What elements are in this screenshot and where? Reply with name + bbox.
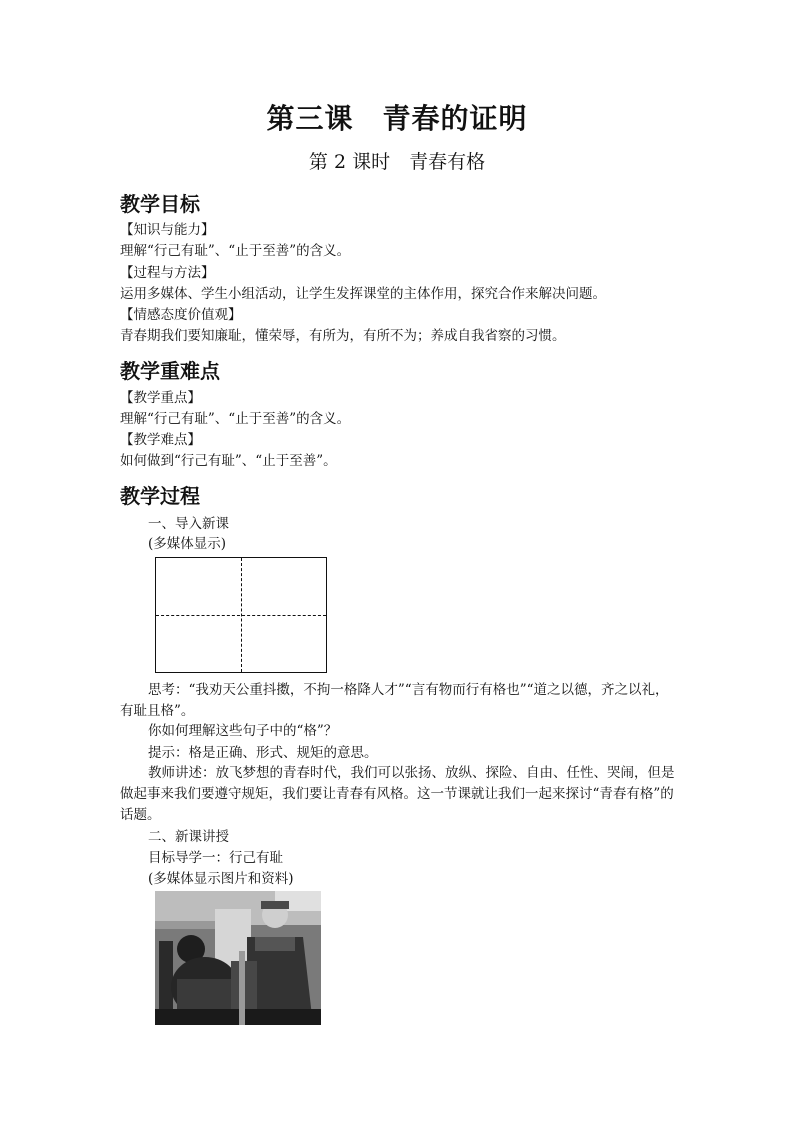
process-method-label: 【过程与方法】: [120, 265, 215, 281]
objectives-heading: 教学目标: [120, 192, 200, 216]
new-lesson-step: 二、新课讲授: [148, 829, 229, 845]
goal-one-line: 目标导学一：行己有耻: [148, 850, 283, 866]
bus-seat-photo-image: [155, 891, 321, 1025]
quadrant-placeholder-box: [155, 557, 327, 673]
emotion-text: 青春期我们要知廉耻，懂荣辱，有所为，有所不为；养成自我省察的习惯。: [120, 328, 566, 344]
multimedia-note-2: (多媒体显示图片和资料): [148, 871, 294, 887]
knowledge-label: 【知识与能力】: [120, 222, 215, 238]
question-line: 你如何理解这些句子中的“格”？: [148, 723, 338, 739]
difficulty-text: 如何做到“行己有耻”、“止于至善”。: [120, 453, 337, 469]
key-points-heading: 教学重难点: [120, 359, 220, 383]
knowledge-text: 理解“行己有耻”、“止于至善”的含义。: [120, 243, 351, 259]
hint-line: 提示：格是正确、形式、规矩的意思。: [148, 745, 378, 761]
focus-label: 【教学重点】: [120, 390, 201, 406]
horizontal-dashed-divider: [156, 615, 326, 616]
page-subtitle: 第 2 课时 青春有格: [308, 151, 486, 173]
multimedia-note-1: (多媒体显示): [148, 536, 227, 552]
emotion-label: 【情感态度价值观】: [120, 307, 242, 323]
difficulty-label: 【教学难点】: [120, 432, 201, 448]
bus-seat-photo: [155, 891, 321, 1025]
page-title: 第三课 青春的证明: [266, 102, 528, 135]
teacher-paragraph: 教师讲述：放飞梦想的青春时代，我们可以张扬、放纵、探险、自由、任性、哭闹，但是做起事来我们要遵守规矩，我们要让青春有风格。这一节课就让我们一起来探讨“青春有格”的话题。: [120, 765, 675, 823]
focus-text: 理解“行己有耻”、“止于至善”的含义。: [120, 411, 351, 427]
process-method-text: 运用多媒体、学生小组活动，让学生发挥课堂的主体作用，探究合作来解决问题。: [120, 286, 606, 302]
think-paragraph: 思考：“我劝天公重抖擞，不拘一格降人才”“言有物而行有格也”“道之以德，齐之以礼，有耻且格”。: [120, 682, 669, 719]
process-heading: 教学过程: [120, 484, 200, 508]
intro-step: 一、导入新课: [148, 516, 229, 532]
